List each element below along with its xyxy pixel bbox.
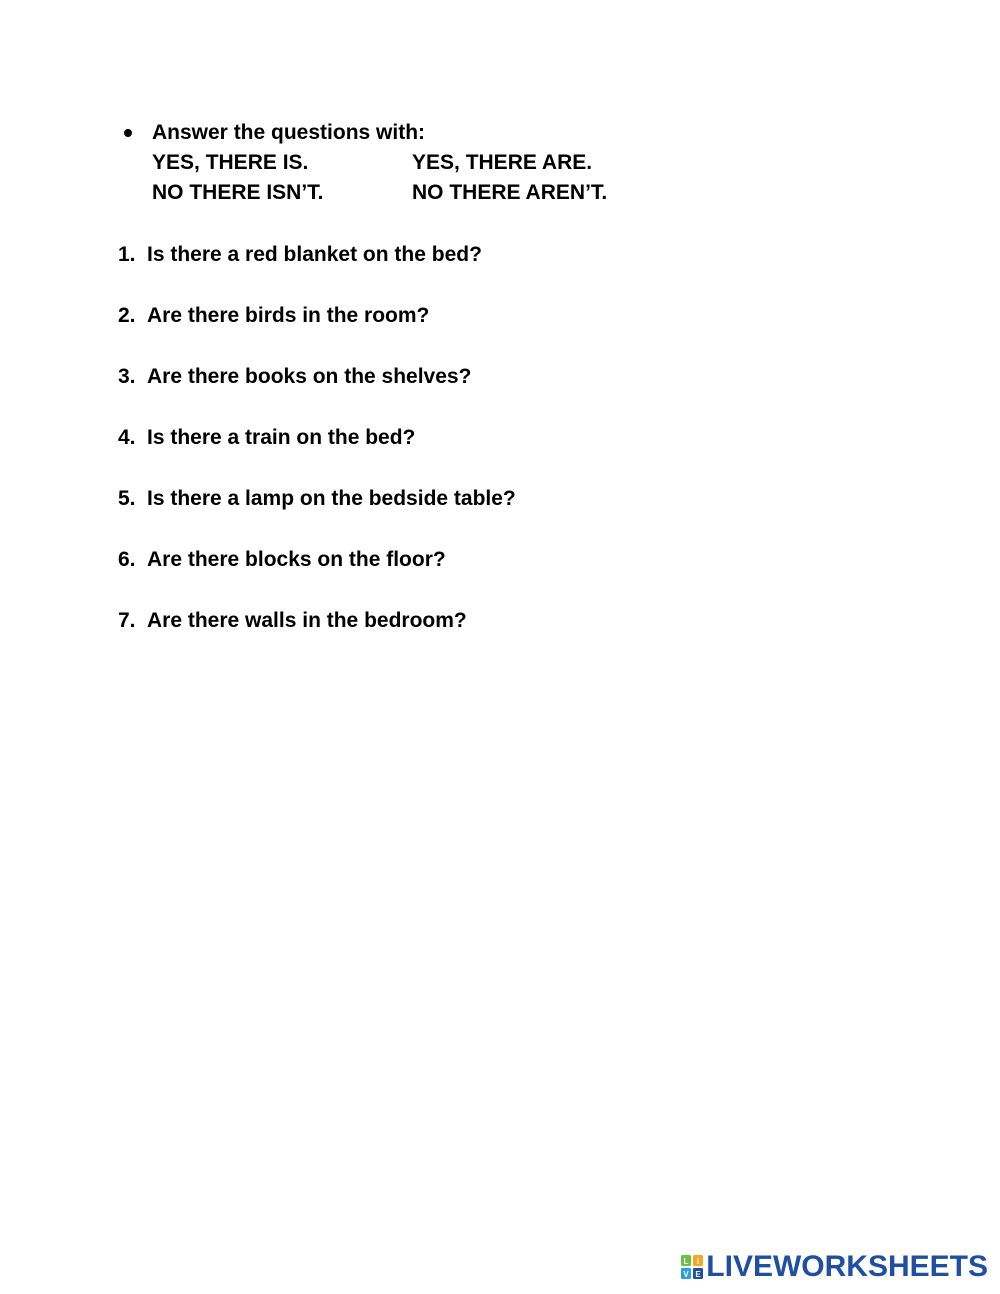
question-item — [118, 364, 818, 425]
answer-option: YES, THERE IS. — [152, 151, 309, 174]
instruction-heading: Answer the questions with: — [152, 121, 426, 144]
liveworksheets-branding[interactable] — [681, 1250, 988, 1284]
svg-text:L: L — [683, 1257, 689, 1266]
question-text: Are there books on the shelves? — [147, 365, 472, 388]
bullet-icon — [124, 129, 132, 137]
question-number: 1. — [118, 243, 136, 266]
liveworksheets-logo-icon — [681, 1255, 703, 1279]
svg-text:V: V — [683, 1270, 689, 1279]
answer-option: YES, THERE ARE. — [412, 151, 593, 174]
answer-options-row — [118, 180, 718, 210]
question-text: Are there blocks on the floor? — [147, 548, 446, 571]
question-number: 6. — [118, 548, 136, 571]
instructions-block — [118, 120, 718, 210]
question-number: 3. — [118, 365, 136, 388]
question-text: Are there birds in the room? — [147, 304, 430, 327]
question-item — [118, 547, 818, 608]
question-item — [118, 608, 818, 669]
question-number: 4. — [118, 426, 136, 449]
question-number: 5. — [118, 487, 136, 510]
question-item — [118, 303, 818, 364]
question-item — [118, 242, 818, 303]
instruction-bullet — [118, 120, 718, 150]
question-item — [118, 486, 818, 547]
question-number: 7. — [118, 609, 136, 632]
answer-options-row — [118, 150, 718, 180]
question-text: Are there walls in the bedroom? — [147, 609, 467, 632]
question-number: 2. — [118, 304, 136, 327]
svg-text:E: E — [695, 1270, 701, 1279]
question-list — [118, 242, 818, 669]
svg-text:I: I — [697, 1257, 700, 1266]
question-text: Is there a lamp on the bedside table? — [147, 487, 516, 510]
answer-option: NO THERE AREN’T. — [412, 181, 608, 204]
question-item — [118, 425, 818, 486]
liveworksheets-wordmark: LIVEWORKSHEETS — [706, 1250, 988, 1283]
question-text: Is there a red blanket on the bed? — [147, 243, 482, 266]
answer-option: NO THERE ISN’T. — [152, 181, 324, 204]
question-text: Is there a train on the bed? — [147, 426, 416, 449]
